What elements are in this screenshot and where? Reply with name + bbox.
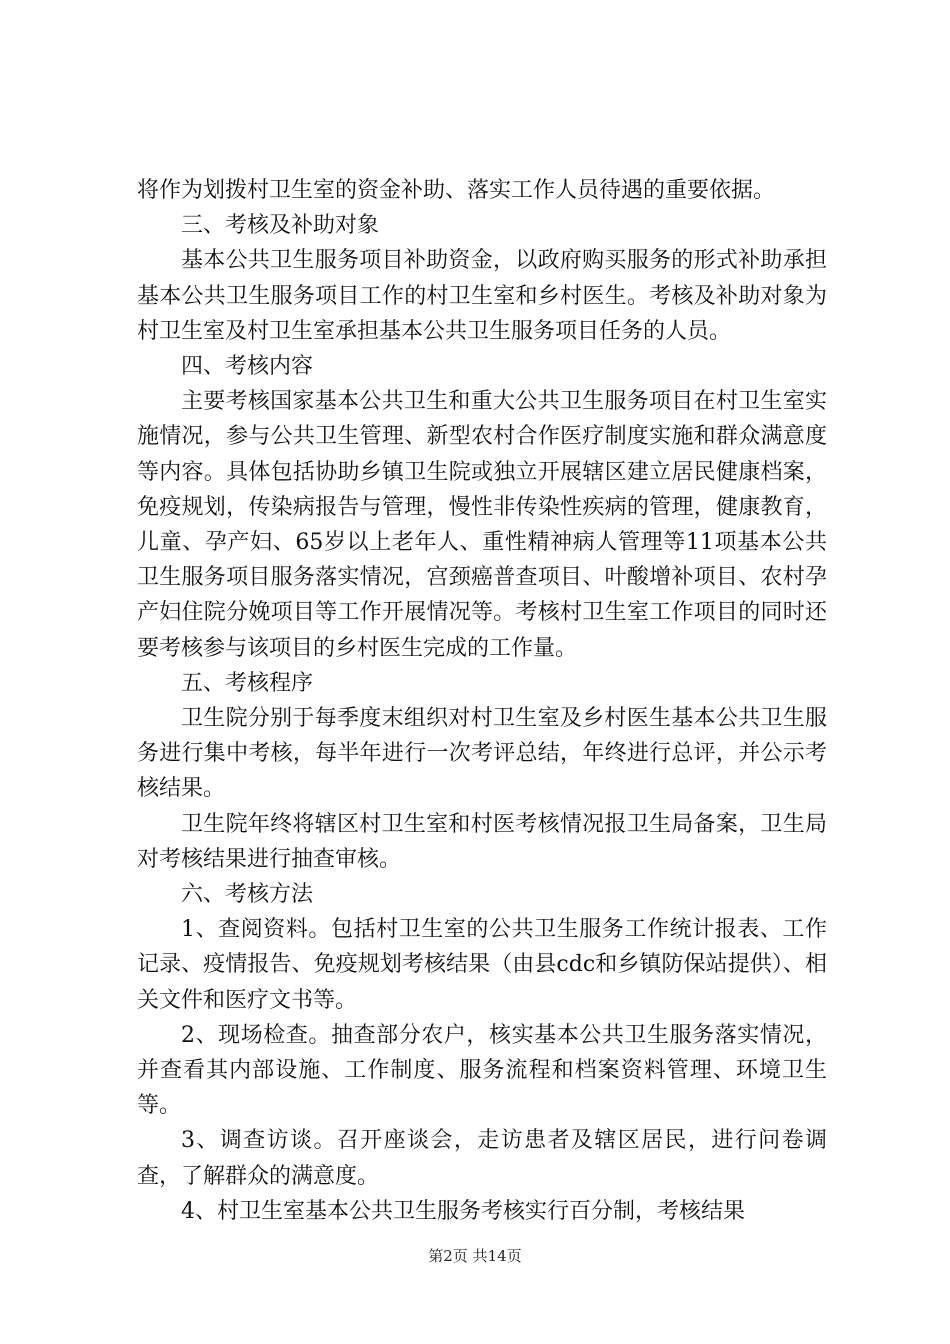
paragraph-subsidy-targets: 基本公共卫生服务项目补助资金，以政府购买服务的形式补助承担基本公共卫生服务项目工作的村卫生室和乡村医生。考核及补助对象为村卫生室及村卫生室承担基本公共卫生服务项目任务的人员。 <box>137 248 827 344</box>
paragraph-method-3: 3、调查访谈。召开座谈会，走访患者及辖区居民，进行问卷调查，了解群众的满意度。 <box>137 1128 827 1189</box>
paragraph-assessment-procedure: 卫生院分别于每季度末组织对村卫生室及乡村医生基本公共卫生服务进行集中考核，每半年进行一次考评总结，年终进行总评，并公示考核结果。 <box>137 706 827 802</box>
document-body <box>137 173 827 1229</box>
section-heading-4: 四、考核内容 <box>181 354 314 380</box>
page-number-label: 第2页 共14页 <box>428 1247 522 1265</box>
paragraph-annual-report: 卫生院年终将辖区村卫生室和村医考核情况报卫生局备案，卫生局对考核结果进行抽查审核。 <box>137 811 827 872</box>
paragraph-method-2: 2、现场检查。抽查部分农户，核实基本公共卫生服务落实情况，并查看其内部设施、工作制度、服务流程和档案资料管理、环境卫生等。 <box>137 1022 827 1119</box>
section-heading-6: 六、考核方法 <box>181 882 314 908</box>
paragraph-assessment-content: 主要考核国家基本公共卫生和重大公共卫生服务项目在村卫生室实施情况，参与公共卫生管理、新型农村合作医疗制度实施和群众满意度等内容。具体包括协助乡镇卫生院或独立开展辖区建立居民健康档案，免疫规划，传染病报告与管理，慢性非传染性疾病的管理，健康教育，儿童、孕产妇、65岁以上老年人、重性精神病人管理等11项基本公共卫生服务项目服务落实情况，宫颈癌普查项目、叶酸增补项目、农村孕产妇住院分娩项目等工作开展情况等。考核村卫生室工作项目的同时还要考核参与该项目的乡村医生完成的工作量。 <box>137 389 827 661</box>
page-footer <box>0 1246 950 1266</box>
section-heading-5: 五、考核程序 <box>181 670 314 696</box>
paragraph-method-4: 4、村卫生室基本公共卫生服务考核实行百分制，考核结果 <box>181 1198 745 1224</box>
section-heading-3: 三、考核及补助对象 <box>181 213 380 239</box>
paragraph-method-1: 1、查阅资料。包括村卫生室的公共卫生服务工作统计报表、工作记录、疫情报告、免疫规划考核结果（由县cdc和乡镇防保站提供）、相关文件和医疗文书等。 <box>137 917 827 1013</box>
paragraph-continuation: 将作为划拨村卫生室的资金补助、落实工作人员待遇的重要依据。 <box>137 178 776 203</box>
